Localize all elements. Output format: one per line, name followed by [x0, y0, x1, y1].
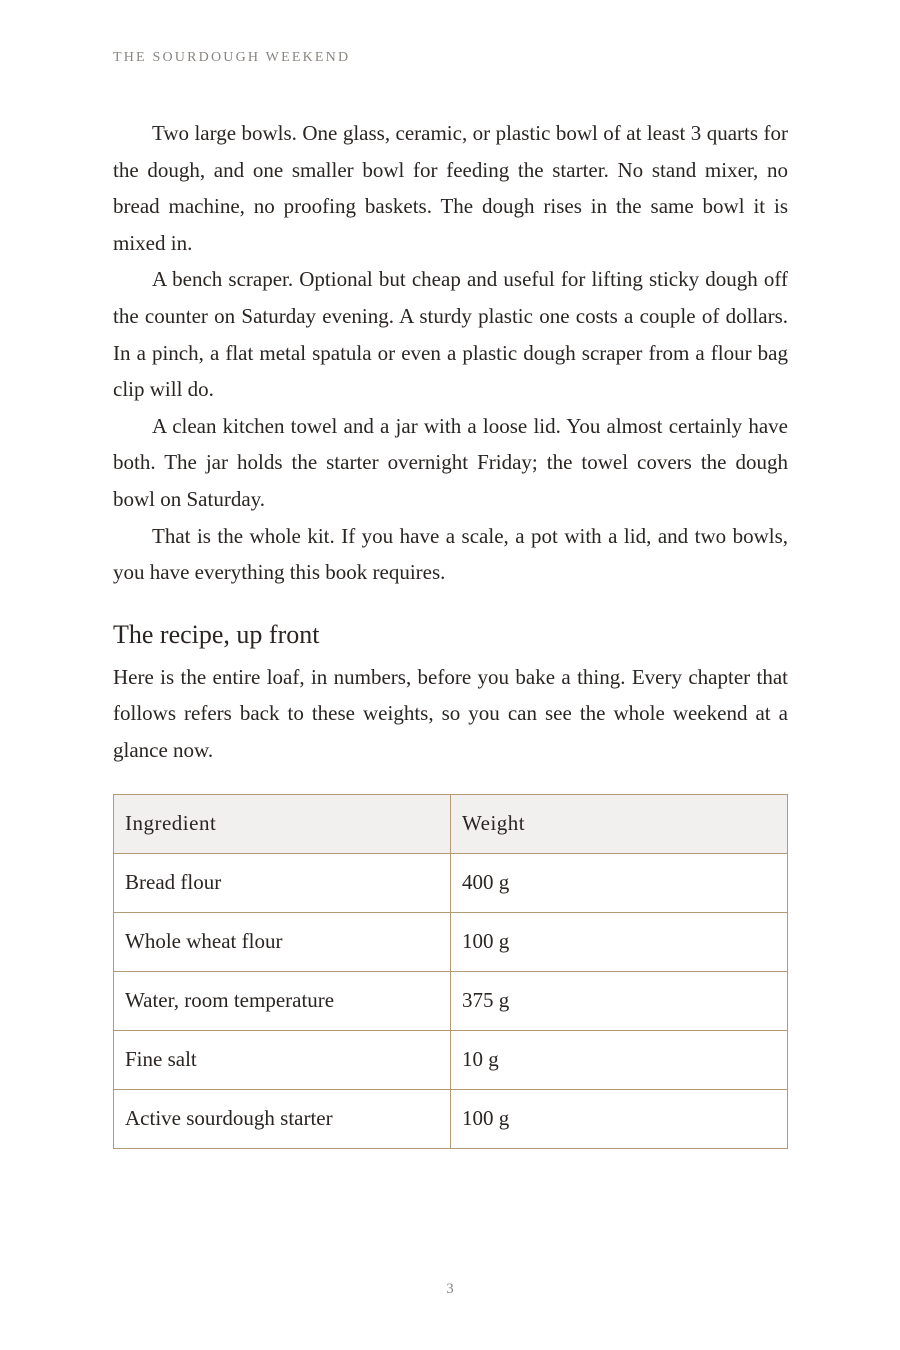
table-row [114, 853, 788, 912]
paragraph-whole-kit: That is the whole kit. If you have a scale, a pot with a lid, and two bowls, you have everything this book requires. [113, 523, 788, 585]
table-row [114, 1030, 788, 1089]
weight-cell: 400 g [451, 853, 788, 912]
table-row [114, 912, 788, 971]
weight-cell: 375 g [451, 971, 788, 1030]
header-ingredient: Ingredient [114, 794, 451, 853]
table-row [114, 971, 788, 1030]
table-header-row [114, 794, 788, 853]
section-intro: Here is the entire loaf, in numbers, before you bake a thing. Every chapter that follows refers back to these weights, so you can see the whole weekend at a glance now. [113, 664, 788, 762]
page-body [113, 115, 788, 1149]
ingredient-table [113, 794, 788, 1149]
ingredient-cell: Water, room temperature [114, 971, 451, 1030]
page-number: 3 [446, 1281, 454, 1297]
paragraph-towel-jar: A clean kitchen towel and a jar with a loose lid. You almost certainly have both. The jar holds the starter overnight Friday; the towel covers the dough bowl on Saturday. [113, 413, 788, 511]
weight-cell: 100 g [451, 912, 788, 971]
ingredient-cell: Active sourdough starter [114, 1089, 451, 1148]
ingredient-cell: Bread flour [114, 853, 451, 912]
ingredient-cell: Fine salt [114, 1030, 451, 1089]
ingredient-cell: Whole wheat flour [114, 912, 451, 971]
paragraph-bench-scraper: A bench scraper. Optional but cheap and useful for lifting sticky dough off the counter on Saturday evening. A sturdy plastic one costs a couple of dollars. In a pinch, a flat metal spatula or even a plastic dough scraper from a flour bag clip will do. [113, 267, 788, 402]
paragraph-bowls: Two large bowls. One glass, ceramic, or plastic bowl of at least 3 quarts for the dough, and one smaller bowl for feeding the starter. No stand mixer, no bread machine, no proofing baskets. The dough rises in the same bowl it is mixed in. [113, 121, 788, 255]
running-head: THE SOURDOUGH WEEKEND [113, 50, 351, 65]
section-heading: The recipe, up front [113, 619, 320, 649]
header-weight: Weight [451, 794, 788, 853]
weight-cell: 100 g [451, 1089, 788, 1148]
table-row [114, 1089, 788, 1148]
weight-cell: 10 g [451, 1030, 788, 1089]
